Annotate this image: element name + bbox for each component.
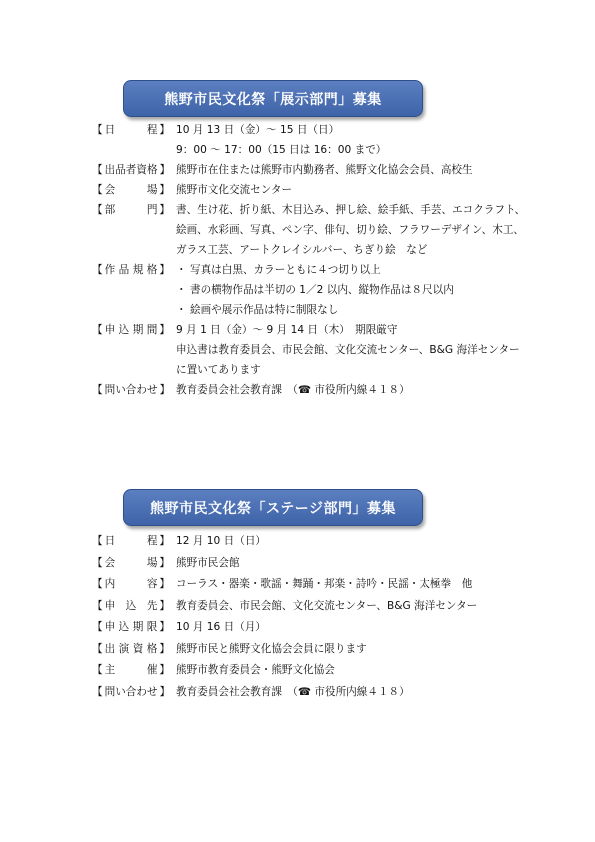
stage-row <box>92 596 562 618</box>
stage-row <box>92 617 562 639</box>
stage-section-title: 熊野市民文化祭「ステージ部門」募集 <box>123 489 423 526</box>
field-label: 【 問 い 合 わ せ 】 <box>92 384 171 396</box>
field-value: 9：00 ～ 17：00（15 日は 16：00 まで） <box>176 144 387 156</box>
field-value: 熊野市民と熊野文化協会会員に限ります <box>176 642 367 655</box>
exhibit-section-title: 熊野市民文化祭「展示部門」募集 <box>123 80 423 117</box>
field-label: 【 出 演 資 格 】 <box>92 642 170 655</box>
field-value: 熊野市民会館 <box>176 556 240 569</box>
field-value: 12 月 10 日（日） <box>176 535 267 547</box>
field-label: 【 申 込 期 間 】 <box>92 324 170 336</box>
bullet-icon: ・ <box>176 284 187 296</box>
exhibit-row <box>92 380 562 400</box>
field-label: 【 申 込 期 限 】 <box>92 621 170 633</box>
bullet-item: ・ 書の横物作品は半切の 1／2 以内、縦物作品は８尺以内 <box>176 280 562 300</box>
field-value: 教育委員会、市民会館、文化交流センター、B&G 海洋センター <box>176 599 478 612</box>
exhibit-row <box>92 260 562 320</box>
stage-row <box>92 639 562 661</box>
stage-row <box>92 553 562 575</box>
bullet-item: ・ 写真は白黒、カラーともに４つ切り以上 <box>176 260 562 280</box>
field-value: 10 月 16 日（月） <box>176 621 267 633</box>
exhibit-row <box>92 160 562 180</box>
field-value: に置いてあります <box>176 364 261 376</box>
field-label: 【 内 容 】 <box>92 578 170 590</box>
field-value: 教育委員会社会教育課 （☎ 市役所内線４１８） <box>176 384 410 396</box>
field-label: 【 出 品 者 資 格 】 <box>92 164 171 176</box>
field-value: 熊野市在住または熊野市内勤務者、熊野文化協会会員、高校生 <box>176 164 473 176</box>
field-label: 【 申 込 先 】 <box>92 599 170 612</box>
field-label: 【 会 場 】 <box>92 556 170 569</box>
exhibit-row <box>92 180 562 200</box>
exhibit-details <box>92 120 562 400</box>
field-label: 【 日 程 】 <box>92 124 170 136</box>
exhibit-row <box>92 200 562 260</box>
stage-row <box>92 682 562 704</box>
field-value: コーラス・器楽・歌謡・舞踊・邦楽・詩吟・民謡・太極拳 他 <box>176 578 473 590</box>
stage-row <box>92 660 562 682</box>
field-label: 【 日 程 】 <box>92 535 170 547</box>
field-value: 熊野市文化交流センター <box>176 184 293 196</box>
bullet-icon: ・ <box>176 264 187 276</box>
field-label: 【 主 催 】 <box>92 664 170 676</box>
field-label: 【 部 門 】 <box>92 204 170 216</box>
exhibit-row <box>92 320 562 380</box>
field-value: 申込書は教育委員会、市民会館、文化交流センター、B&G 海洋センター <box>176 344 520 356</box>
field-label: 【 問 い 合 わ せ 】 <box>92 685 171 698</box>
field-value: 教育委員会社会教育課 （☎ 市役所内線４１８） <box>176 685 410 698</box>
field-label: 【 作 品 規 格 】 <box>92 264 170 276</box>
field-value: 書、生け花、折り紙、木目込み、押し絵、絵手紙、手芸、エコクラフト、 <box>176 204 526 216</box>
field-value: ガラス工芸、アートクレイシルバー、ちぎり絵 など <box>176 244 428 256</box>
field-value: 10 月 13 日（金）～ 15 日（日） <box>176 124 340 136</box>
stage-row <box>92 574 562 596</box>
field-value: 熊野市教育委員会・熊野文化協会 <box>176 664 335 676</box>
stage-details <box>92 531 562 703</box>
bullet-icon: ・ <box>176 304 187 316</box>
stage-row <box>92 531 562 553</box>
bullet-item: ・ 絵画や展示作品は特に制限なし <box>176 300 562 320</box>
field-label: 【 会 場 】 <box>92 184 170 196</box>
exhibit-row <box>92 120 562 160</box>
field-value: 絵画、水彩画、写真、ペン字、俳句、切り絵、フラワーデザイン、木工、 <box>176 224 525 236</box>
field-value: 9 月 1 日（金）～ 9 月 14 日（木） 期限厳守 <box>176 324 398 336</box>
